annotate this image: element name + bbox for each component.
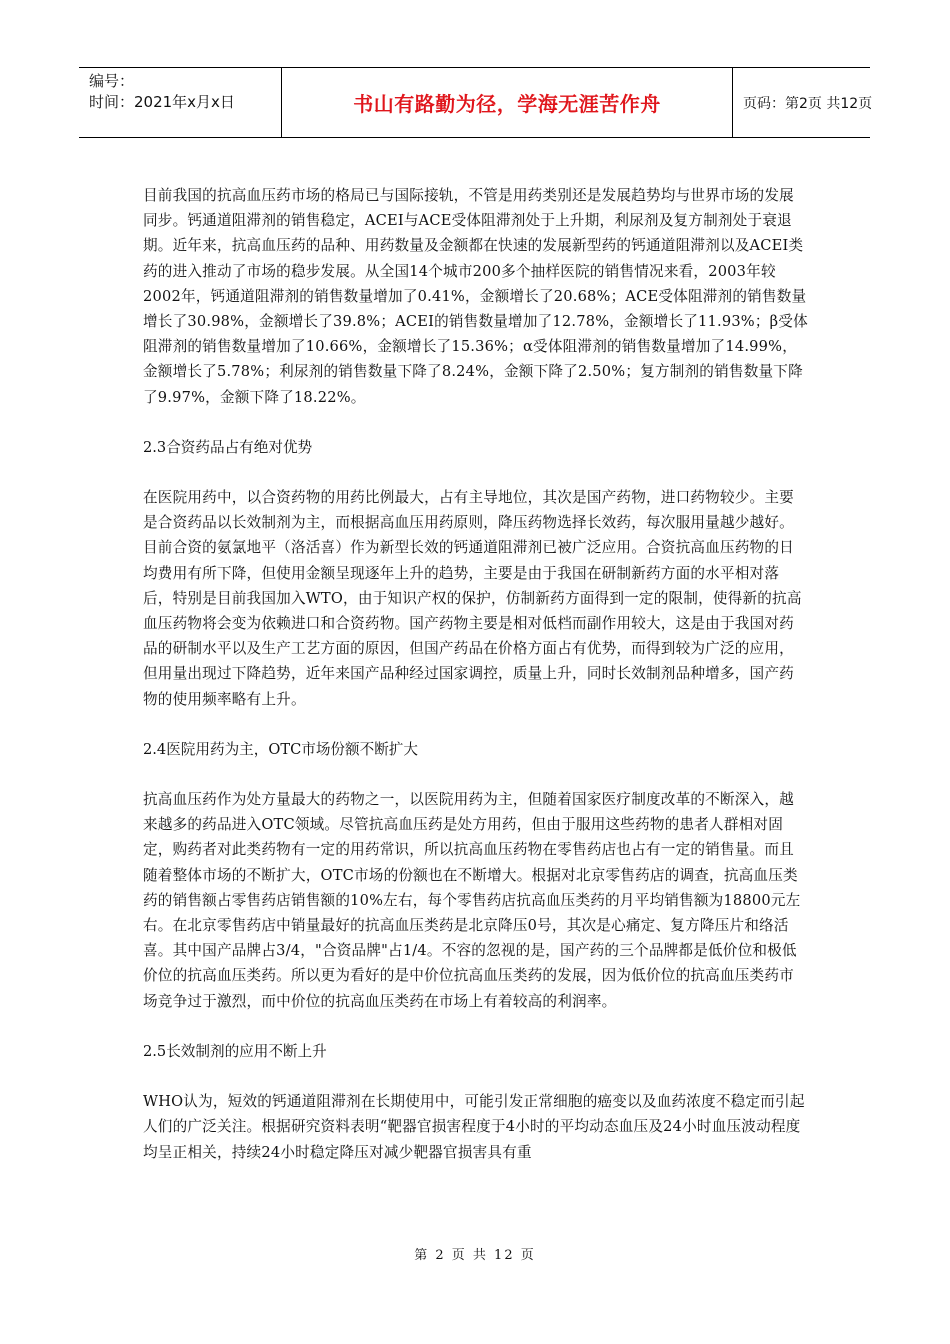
header-motto-cell xyxy=(282,68,733,137)
doc-time-label: 时间：2021年x月x日 xyxy=(89,93,235,111)
header-page-code: 页码：第2页 共12页 xyxy=(743,95,873,112)
section-heading-2-5: 2.5长效制剂的应用不断上升 xyxy=(143,1042,327,1060)
section-heading-2-4: 2.4医院用药为主，OTC市场份额不断扩大 xyxy=(143,740,418,758)
section-heading-2-3: 2.3合资药品占有绝对优势 xyxy=(143,438,313,456)
paragraph-otc-market: 抗高血压药作为处方量最大的药物之一，以医院用药为主，但随着国家医疗制度改革的不断深入，越来越多的药品进入OTC领域。尽管抗高血压药是处方用药，但由于服用这些药物的患者人群相对固定，购药者对此类药物有一定的用药常识，所以抗高血压药物在零售药店也占有一定的销售量。而且随着整体市场的不断扩大，OTC市场的份额也在不断增大。根据对北京零售药店的调查，抗高血压类药的销售额占零售药店销售额的10%左右，每个零售药店抗高血压类药的月平均销售额为18800元左右。在北京零售药店中销量最好的抗高血压类药是北京降压0号，其次是心痛定、复方降压片和络活喜。其中国产品牌占3/4，"合资品牌"占1/4。不容的忽视的是，国产药的三个品牌都是低价位和极低价位的抗高血压类药。所以更为看好的是中价位抗高血压类药的发展，因为低价位的抗高血压类药市场竞争过于激烈，而中价位的抗高血压类药在市场上有着较高的利润率。 xyxy=(143,791,801,1010)
page-footer: 第 2 页 共 12 页 xyxy=(414,1248,536,1263)
header-motto: 书山有路勤为径，学海无涯苦作舟 xyxy=(353,92,661,116)
doc-number-label: 编号： xyxy=(89,72,135,90)
paragraph-market-overview: 目前我国的抗高血压药市场的格局已与国际接轨，不管是用药类别还是发展趋势均与世界市场的发展同步。钙通道阻滞剂的销售稳定，ACEI与ACE受体阻滞剂处于上升期，利尿剂及复方制剂处于衰退期。近年来，抗高血压药的品种、用药数量及金额都在快速的发展新型药的钙通道阻滞剂以及ACEI类药的进入推动了市场的稳步发展。从全国14个城市200多个抽样医院的销售情况来看，2003年较2002年，钙通道阻滞剂的销售数量增加了0.41%，金额增长了20.68%；ACE受体阻滞剂的销售数量增长了30.98%，金额增长了39.8%；ACEI的销售数量增加了12.78%，金额增长了11.93%；β受体阻滞剂的销售数量增加了10.66%，金额增长了15.36%；α受体阻滞剂的销售数量增加了14.99%，金额增长了5.78%；利尿剂的销售数量下降了8.24%，金额下降了2.50%；复方制剂的销售数量下降了9.97%，金额下降了18.22%。 xyxy=(143,187,808,406)
header-info-cell xyxy=(79,68,282,137)
paragraph-long-acting: WHO认为，短效的钙通道阻滞剂在长期使用中，可能引发正常细胞的癌变以及血药浓度不稳定而引起人们的广泛关注。根据研究资料表明“靶器官损害程度于4小时的平均动态血压及24小时血压波动程度均呈正相关，持续24小时稳定降压对减少靶器官损害具有重 xyxy=(143,1093,805,1161)
page-header xyxy=(79,67,873,138)
document-body xyxy=(143,183,808,1165)
header-page-cell xyxy=(733,68,873,137)
paragraph-joint-venture: 在医院用药中，以合资药物的用药比例最大，占有主导地位，其次是国产药物，进口药物较少。主要是合资药品以长效制剂为主，而根据高血压用药原则，降压药物选择长效药，每次服用量越少越好。目前合资的氨氯地平（洛活喜）作为新型长效的钙通道阻滞剂已被广泛应用。合资抗高血压药物的日均费用有所下降，但使用金额呈现逐年上升的趋势，主要是由于我国在研制新药方面的水平相对落后，特别是目前我国加入WTO，由于知识产权的保护，仿制新药方面得到一定的限制，使得新的抗高血压药物将会变为依赖进口和合资药物。国产药物主要是相对低档而副作用较大，这是由于我国对药品的研制水平以及生产工艺方面的原因，但国产药品在价格方面占有优势，而得到较为广泛的应用，但用量出现过下降趋势，近年来国产品种经过国家调控，质量上升，同时长效制剂品种增多，国产药物的使用频率略有上升。 xyxy=(143,489,802,708)
